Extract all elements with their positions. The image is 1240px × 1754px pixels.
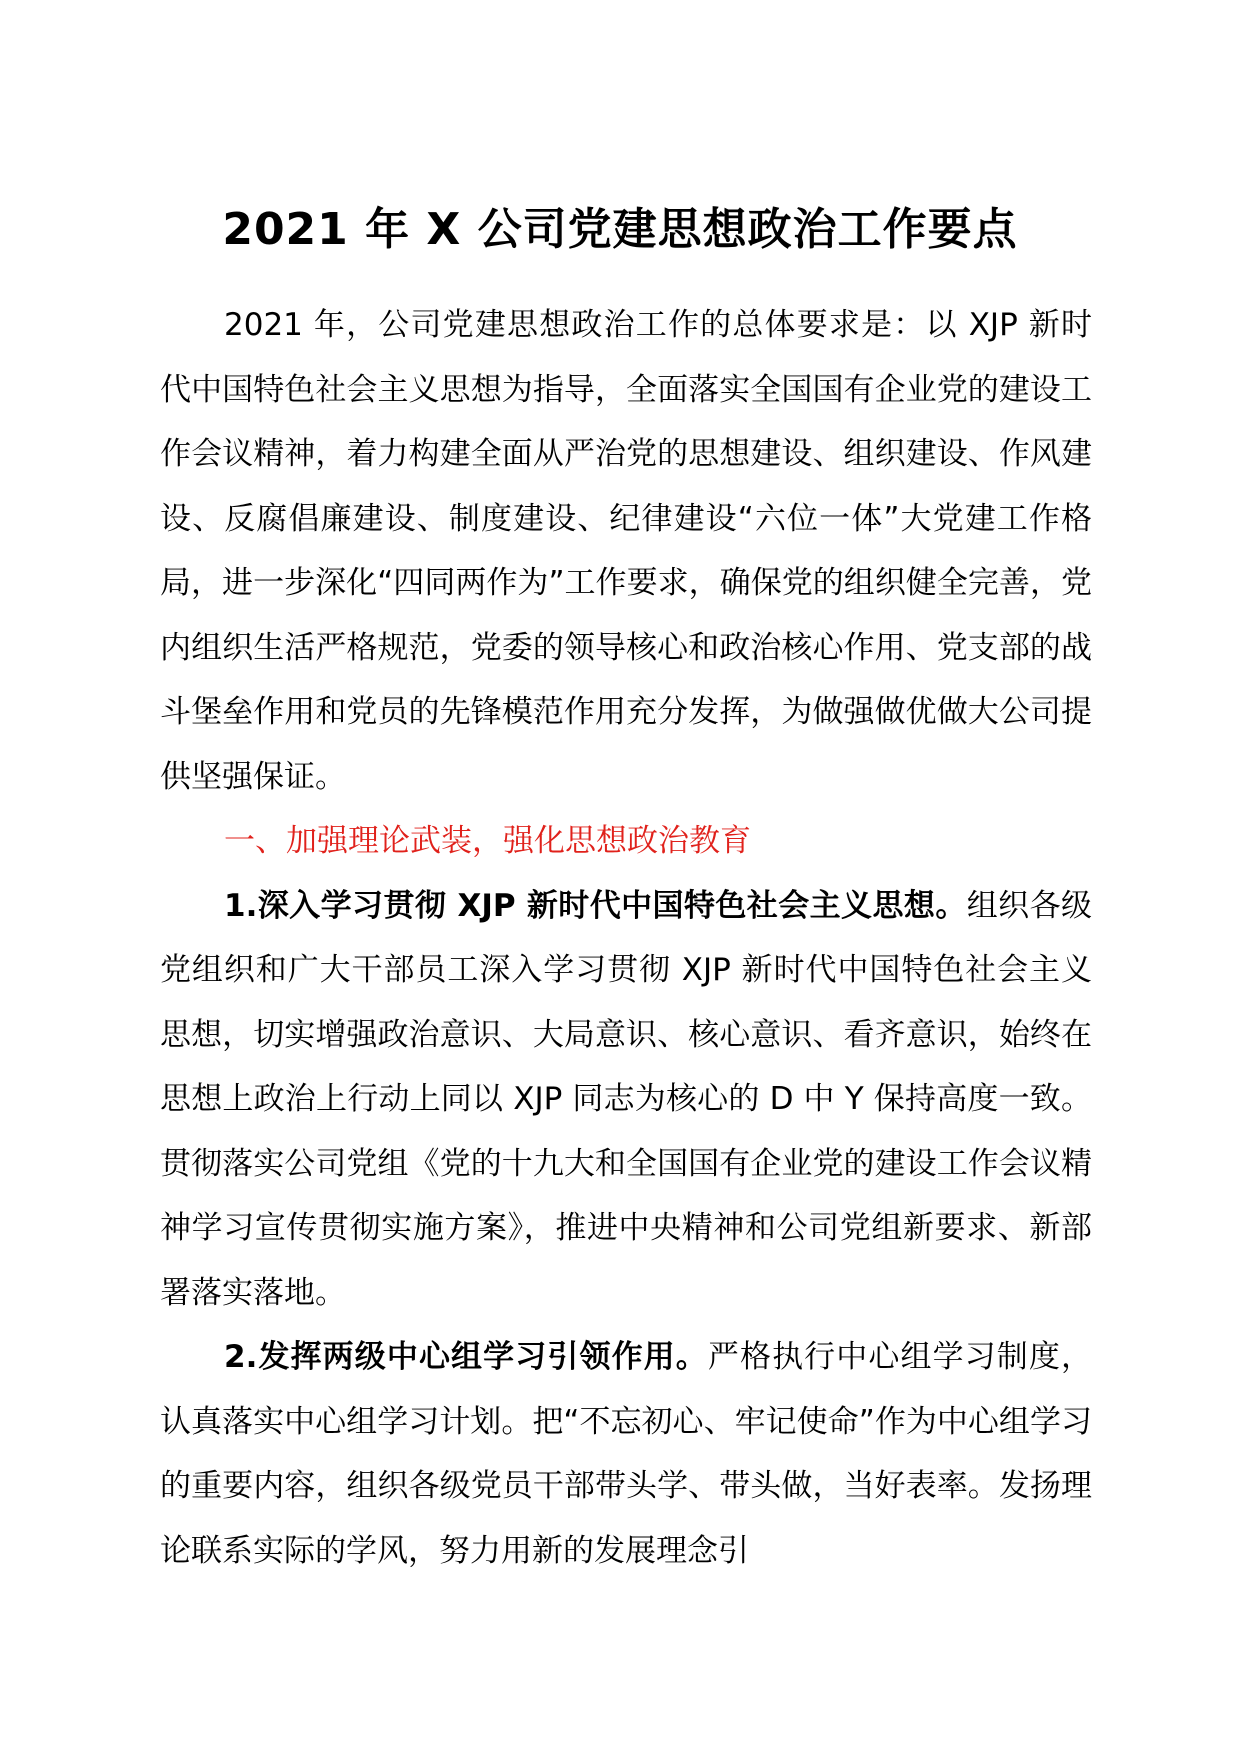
document-body [160, 293, 1092, 1583]
item-2-text: 严格执行中心组学习制度，认真落实中心组学习计划。把“不忘初心、牢记使命”作为中心组学习的重要内容，组织各级党员干部带头学、带头做，当好表率。发扬理论联系实际的学风，努力用新的发展理念引 [160, 1339, 1092, 1569]
section-heading: 一、加强理论武装，强化思想政治教育 [224, 823, 751, 859]
item-2-lead: 2.发挥两级中心组学习引领作用。 [224, 1339, 708, 1375]
item-1-text: 组织各级党组织和广大干部员工深入学习贯彻 XJP 新时代中国特色社会主义思想，切实增强政治意识、大局意识、核心意识、看齐意识，始终在思想上政治上行动上同以 XJP 同志为核心的 D 中 Y 保持高度一致。贯彻落实公司党组《党的十九大和全国国有企业党的建设工作会议精神学习宣传贯彻实施方案》，推进中央精神和公司党组新要求、新部署落实落地。 [160, 887, 1092, 1311]
item-paragraph-2 [160, 1325, 1092, 1583]
item-1-lead: 1.深入学习贯彻 XJP 新时代中国特色社会主义思想。 [224, 887, 967, 924]
intro-paragraph: 2021 年，公司党建思想政治工作的总体要求是：以 XJP 新时代中国特色社会主义思想为指导，全面落实全国国有企业党的建设工作会议精神，着力构建全面从严治党的思想建设、组织建设、作风建设、反腐倡廉建设、制度建设、纪律建设“六位一体”大党建工作格局，进一步深化“四同两作为”工作要求，确保党的组织健全完善，党内组织生活严格规范，党委的领导核心和政治核心作用、党支部的战斗堡垒作用和党员的先锋模范作用充分发挥，为做强做优做大公司提供坚强保证。 [160, 307, 1092, 795]
document-title: 2021 年 X 公司党建思想政治工作要点 [222, 204, 1018, 255]
item-paragraph-1 [160, 874, 1092, 1326]
